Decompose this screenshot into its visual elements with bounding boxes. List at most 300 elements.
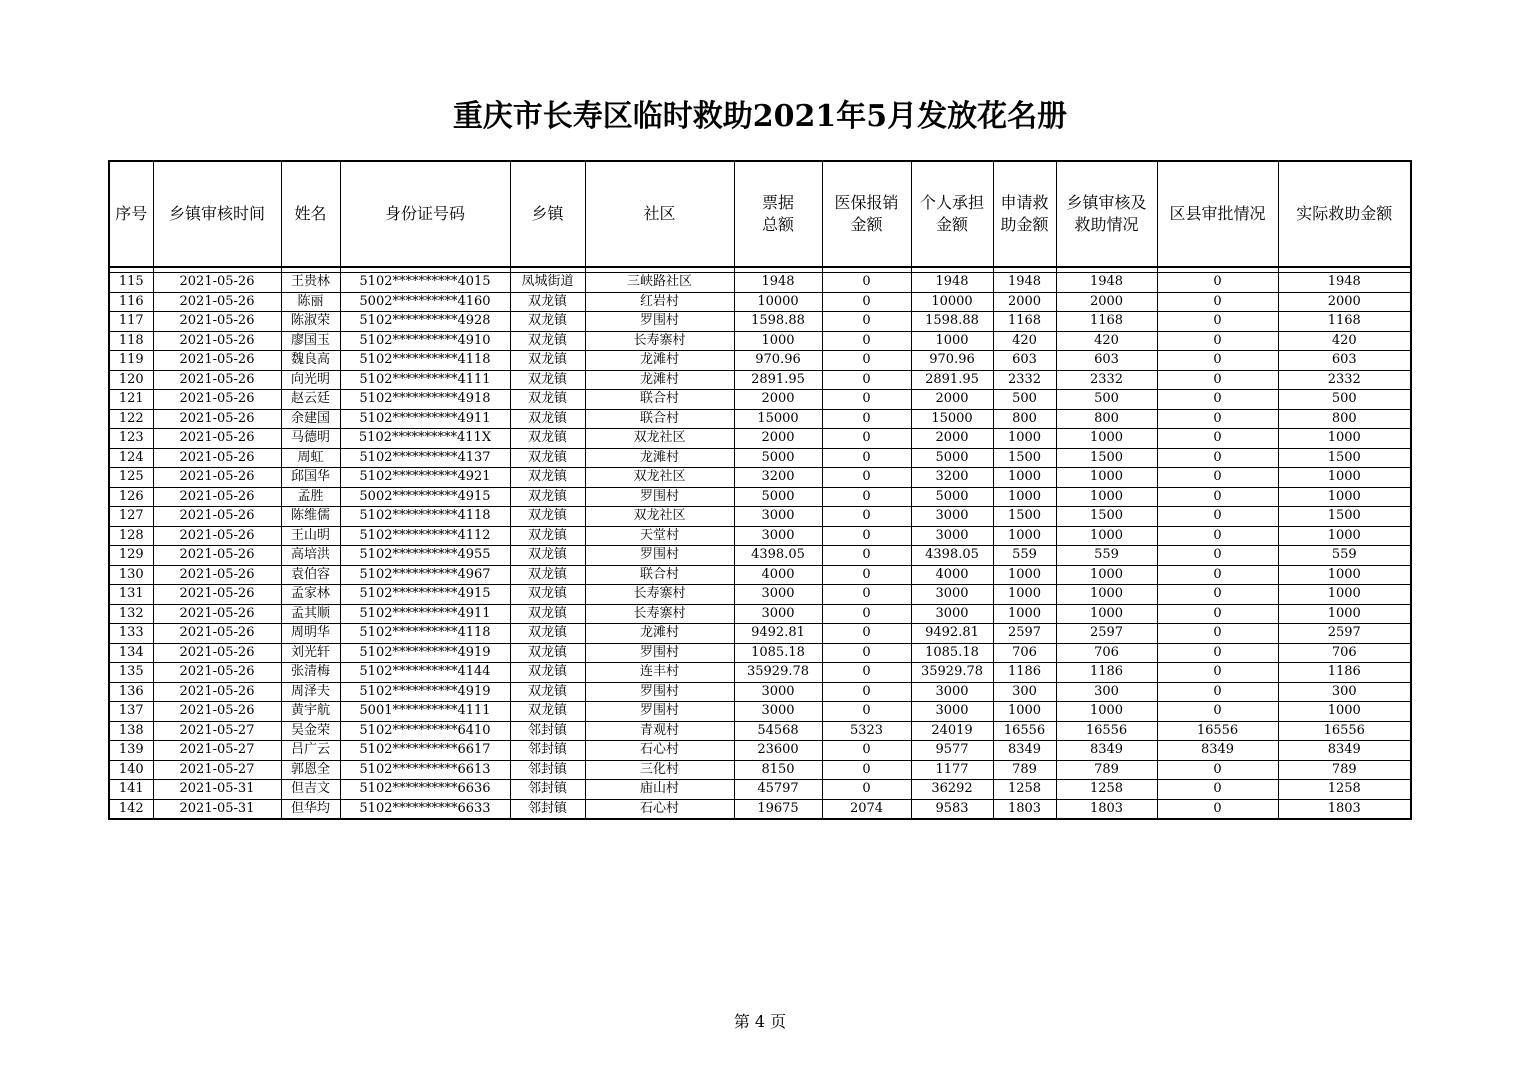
cell-town: 邻封镇	[510, 760, 585, 780]
cell-review-date: 2021-05-26	[153, 273, 281, 293]
cell-name: 孟其顺	[281, 604, 340, 624]
cell-county-approval: 0	[1157, 312, 1278, 332]
cell-community: 罗围村	[585, 702, 734, 722]
cell-county-approval: 0	[1157, 760, 1278, 780]
cell-community: 双龙社区	[585, 468, 734, 488]
cell-personal-share: 2000	[911, 390, 993, 410]
table-row	[109, 702, 1411, 722]
cell-name: 王贵林	[281, 273, 340, 293]
cell-town: 双龙镇	[510, 585, 585, 605]
cell-insurance-reimbursement: 0	[822, 331, 911, 351]
col-header-town	[510, 161, 585, 267]
cell-index: 118	[109, 331, 153, 351]
cell-personal-share: 4000	[911, 565, 993, 585]
cell-personal-share: 3200	[911, 468, 993, 488]
cell-name: 赵云廷	[281, 390, 340, 410]
cell-insurance-reimbursement: 0	[822, 429, 911, 449]
cell-personal-share: 9492.81	[911, 624, 993, 644]
cell-index: 131	[109, 585, 153, 605]
cell-id-number: 5102**********4919	[340, 643, 510, 663]
cell-requested-amount: 8349	[993, 741, 1056, 761]
cell-town: 双龙镇	[510, 312, 585, 332]
cell-review-date: 2021-05-26	[153, 292, 281, 312]
cell-county-approval: 0	[1157, 429, 1278, 449]
cell-index: 138	[109, 721, 153, 741]
cell-town-review: 16556	[1056, 721, 1157, 741]
header-label-line: 乡镇	[531, 204, 564, 223]
cell-insurance-reimbursement: 0	[822, 604, 911, 624]
cell-review-date: 2021-05-27	[153, 721, 281, 741]
cell-name: 但吉文	[281, 780, 340, 800]
cell-town-review: 800	[1056, 409, 1157, 429]
page-number: 第 4 页	[733, 1012, 787, 1031]
table-header	[109, 161, 1411, 267]
cell-actual-amount: 1168	[1278, 312, 1411, 332]
col-header-county-approval	[1157, 161, 1278, 267]
cell-town-review: 2597	[1056, 624, 1157, 644]
cell-index: 122	[109, 409, 153, 429]
cell-actual-amount: 706	[1278, 643, 1411, 663]
cell-receipt-total: 4398.05	[734, 546, 822, 566]
cell-index: 119	[109, 351, 153, 371]
cell-review-date: 2021-05-27	[153, 741, 281, 761]
cell-index: 125	[109, 468, 153, 488]
cell-actual-amount: 1000	[1278, 526, 1411, 546]
cell-insurance-reimbursement: 0	[822, 448, 911, 468]
cell-requested-amount: 559	[993, 546, 1056, 566]
cell-index: 141	[109, 780, 153, 800]
col-header-town-review	[1056, 161, 1157, 267]
cell-personal-share: 3000	[911, 702, 993, 722]
cell-town: 双龙镇	[510, 565, 585, 585]
header-label-line: 救助情况	[1074, 215, 1139, 234]
cell-receipt-total: 1000	[734, 331, 822, 351]
header-label-line: 申请救	[1000, 193, 1049, 212]
cell-review-date: 2021-05-26	[153, 682, 281, 702]
table-row	[109, 546, 1411, 566]
cell-review-date: 2021-05-31	[153, 780, 281, 800]
cell-receipt-total: 45797	[734, 780, 822, 800]
cell-index: 126	[109, 487, 153, 507]
cell-actual-amount: 1000	[1278, 604, 1411, 624]
cell-actual-amount: 1000	[1278, 585, 1411, 605]
cell-id-number: 5102**********4118	[340, 507, 510, 527]
table-row	[109, 780, 1411, 800]
cell-insurance-reimbursement: 0	[822, 682, 911, 702]
cell-name: 周泽夫	[281, 682, 340, 702]
cell-community: 石心村	[585, 741, 734, 761]
table-row	[109, 565, 1411, 585]
cell-personal-share: 24019	[911, 721, 993, 741]
cell-town-review: 789	[1056, 760, 1157, 780]
cell-receipt-total: 23600	[734, 741, 822, 761]
cell-personal-share: 1000	[911, 331, 993, 351]
cell-personal-share: 5000	[911, 448, 993, 468]
cell-requested-amount: 1258	[993, 780, 1056, 800]
cell-county-approval: 0	[1157, 702, 1278, 722]
col-header-insurance-reimbursement	[822, 161, 911, 267]
cell-review-date: 2021-05-26	[153, 643, 281, 663]
cell-community: 罗围村	[585, 487, 734, 507]
cell-actual-amount: 1258	[1278, 780, 1411, 800]
cell-insurance-reimbursement: 0	[822, 292, 911, 312]
cell-insurance-reimbursement: 0	[822, 624, 911, 644]
cell-receipt-total: 35929.78	[734, 663, 822, 683]
table-row	[109, 721, 1411, 741]
cell-review-date: 2021-05-26	[153, 565, 281, 585]
cell-name: 周明华	[281, 624, 340, 644]
cell-requested-amount: 1500	[993, 507, 1056, 527]
header-label-line: 实际救助金额	[1296, 204, 1393, 223]
cell-county-approval: 0	[1157, 682, 1278, 702]
cell-personal-share: 3000	[911, 585, 993, 605]
cell-town: 双龙镇	[510, 526, 585, 546]
cell-insurance-reimbursement: 0	[822, 663, 911, 683]
cell-town: 双龙镇	[510, 663, 585, 683]
header-label-line: 总额	[761, 215, 794, 234]
cell-index: 116	[109, 292, 153, 312]
cell-community: 青观村	[585, 721, 734, 741]
cell-review-date: 2021-05-27	[153, 760, 281, 780]
cell-county-approval: 0	[1157, 604, 1278, 624]
cell-actual-amount: 2332	[1278, 370, 1411, 390]
cell-name: 马德明	[281, 429, 340, 449]
table-row	[109, 273, 1411, 293]
cell-community: 联合村	[585, 390, 734, 410]
cell-index: 130	[109, 565, 153, 585]
cell-personal-share: 10000	[911, 292, 993, 312]
cell-insurance-reimbursement: 0	[822, 468, 911, 488]
relief-roster-table	[108, 160, 1412, 820]
cell-requested-amount: 1000	[993, 429, 1056, 449]
cell-review-date: 2021-05-26	[153, 702, 281, 722]
cell-id-number: 5102**********4967	[340, 565, 510, 585]
cell-county-approval: 0	[1157, 565, 1278, 585]
cell-actual-amount: 603	[1278, 351, 1411, 371]
table-body	[109, 267, 1411, 819]
cell-community: 石心村	[585, 799, 734, 819]
cell-county-approval: 0	[1157, 780, 1278, 800]
cell-personal-share: 3000	[911, 507, 993, 527]
cell-town-review: 1000	[1056, 429, 1157, 449]
cell-actual-amount: 559	[1278, 546, 1411, 566]
cell-actual-amount: 2000	[1278, 292, 1411, 312]
cell-town: 双龙镇	[510, 546, 585, 566]
cell-index: 139	[109, 741, 153, 761]
table-row	[109, 292, 1411, 312]
cell-insurance-reimbursement: 0	[822, 741, 911, 761]
cell-insurance-reimbursement: 0	[822, 585, 911, 605]
cell-personal-share: 3000	[911, 604, 993, 624]
cell-community: 双龙社区	[585, 507, 734, 527]
cell-name: 周虹	[281, 448, 340, 468]
cell-town: 双龙镇	[510, 682, 585, 702]
cell-receipt-total: 3000	[734, 682, 822, 702]
cell-id-number: 5102**********6617	[340, 741, 510, 761]
cell-county-approval: 0	[1157, 292, 1278, 312]
cell-name: 刘光轩	[281, 643, 340, 663]
cell-county-approval: 0	[1157, 526, 1278, 546]
table-row	[109, 682, 1411, 702]
cell-actual-amount: 1948	[1278, 273, 1411, 293]
cell-insurance-reimbursement: 0	[822, 780, 911, 800]
header-label-line: 区县审批情况	[1169, 204, 1266, 223]
table-row	[109, 663, 1411, 683]
cell-county-approval: 0	[1157, 546, 1278, 566]
cell-name: 向光明	[281, 370, 340, 390]
cell-actual-amount: 1500	[1278, 448, 1411, 468]
cell-actual-amount: 1000	[1278, 429, 1411, 449]
cell-name: 袁伯容	[281, 565, 340, 585]
cell-county-approval: 0	[1157, 468, 1278, 488]
cell-id-number: 5102**********4111	[340, 370, 510, 390]
cell-town-review: 1948	[1056, 273, 1157, 293]
cell-town-review: 2332	[1056, 370, 1157, 390]
cell-requested-amount: 1000	[993, 585, 1056, 605]
cell-county-approval: 0	[1157, 799, 1278, 819]
cell-community: 罗围村	[585, 643, 734, 663]
cell-id-number: 5001**********4111	[340, 702, 510, 722]
cell-town: 双龙镇	[510, 429, 585, 449]
cell-requested-amount: 1000	[993, 702, 1056, 722]
cell-town-review: 1000	[1056, 526, 1157, 546]
col-header-id-number	[340, 161, 510, 267]
cell-requested-amount: 1948	[993, 273, 1056, 293]
cell-index: 127	[109, 507, 153, 527]
cell-insurance-reimbursement: 0	[822, 507, 911, 527]
cell-community: 连丰村	[585, 663, 734, 683]
cell-personal-share: 9577	[911, 741, 993, 761]
cell-id-number: 5102**********4911	[340, 409, 510, 429]
cell-town: 双龙镇	[510, 390, 585, 410]
table-row	[109, 370, 1411, 390]
cell-community: 长寿寨村	[585, 331, 734, 351]
cell-receipt-total: 2000	[734, 390, 822, 410]
cell-id-number: 5102**********4918	[340, 390, 510, 410]
cell-requested-amount: 2000	[993, 292, 1056, 312]
cell-name: 孟胜	[281, 487, 340, 507]
cell-requested-amount: 1000	[993, 468, 1056, 488]
header-label-line: 身份证号码	[384, 204, 465, 223]
cell-id-number: 5102**********411X	[340, 429, 510, 449]
cell-receipt-total: 3000	[734, 604, 822, 624]
table-row	[109, 429, 1411, 449]
cell-requested-amount: 2332	[993, 370, 1056, 390]
cell-town-review: 1258	[1056, 780, 1157, 800]
cell-requested-amount: 1000	[993, 604, 1056, 624]
cell-requested-amount: 500	[993, 390, 1056, 410]
cell-town: 邻封镇	[510, 780, 585, 800]
cell-town-review: 559	[1056, 546, 1157, 566]
cell-community: 三峡路社区	[585, 273, 734, 293]
cell-county-approval: 0	[1157, 487, 1278, 507]
cell-community: 长寿寨村	[585, 585, 734, 605]
table-row	[109, 331, 1411, 351]
cell-requested-amount: 1000	[993, 487, 1056, 507]
col-header-actual-amount	[1278, 161, 1411, 267]
table-row	[109, 409, 1411, 429]
cell-index: 134	[109, 643, 153, 663]
cell-personal-share: 3000	[911, 526, 993, 546]
cell-personal-share: 4398.05	[911, 546, 993, 566]
cell-receipt-total: 54568	[734, 721, 822, 741]
cell-name: 陈维儒	[281, 507, 340, 527]
cell-town-review: 8349	[1056, 741, 1157, 761]
cell-index: 132	[109, 604, 153, 624]
cell-receipt-total: 3200	[734, 468, 822, 488]
cell-county-approval: 0	[1157, 643, 1278, 663]
cell-town: 凤城街道	[510, 273, 585, 293]
cell-receipt-total: 10000	[734, 292, 822, 312]
cell-index: 124	[109, 448, 153, 468]
header-label-line: 金额	[935, 215, 968, 234]
header-label-line: 序号	[115, 204, 148, 223]
cell-index: 120	[109, 370, 153, 390]
cell-community: 庙山村	[585, 780, 734, 800]
cell-receipt-total: 15000	[734, 409, 822, 429]
cell-review-date: 2021-05-26	[153, 351, 281, 371]
cell-requested-amount: 1168	[993, 312, 1056, 332]
cell-town-review: 1000	[1056, 585, 1157, 605]
cell-index: 121	[109, 390, 153, 410]
table-row	[109, 448, 1411, 468]
cell-town: 邻封镇	[510, 721, 585, 741]
cell-id-number: 5102**********4112	[340, 526, 510, 546]
cell-actual-amount: 1803	[1278, 799, 1411, 819]
cell-name: 黄宇航	[281, 702, 340, 722]
cell-insurance-reimbursement: 0	[822, 487, 911, 507]
cell-requested-amount: 1000	[993, 565, 1056, 585]
cell-name: 吕广云	[281, 741, 340, 761]
cell-town-review: 1500	[1056, 448, 1157, 468]
cell-community: 龙滩村	[585, 448, 734, 468]
cell-community: 罗围村	[585, 312, 734, 332]
cell-town-review: 300	[1056, 682, 1157, 702]
cell-town: 邻封镇	[510, 741, 585, 761]
cell-town: 双龙镇	[510, 370, 585, 390]
cell-review-date: 2021-05-26	[153, 312, 281, 332]
cell-personal-share: 3000	[911, 682, 993, 702]
cell-community: 联合村	[585, 565, 734, 585]
cell-town-review: 1000	[1056, 487, 1157, 507]
cell-town-review: 1000	[1056, 604, 1157, 624]
cell-town-review: 1000	[1056, 468, 1157, 488]
col-header-requested-amount	[993, 161, 1056, 267]
header-label-line: 个人承担	[919, 193, 984, 212]
cell-community: 双龙社区	[585, 429, 734, 449]
cell-town: 邻封镇	[510, 799, 585, 819]
col-header-personal-share	[911, 161, 993, 267]
cell-index: 115	[109, 273, 153, 293]
cell-county-approval: 0	[1157, 448, 1278, 468]
cell-town: 双龙镇	[510, 351, 585, 371]
cell-county-approval: 0	[1157, 585, 1278, 605]
cell-town-review: 1186	[1056, 663, 1157, 683]
cell-personal-share: 1085.18	[911, 643, 993, 663]
cell-county-approval: 0	[1157, 507, 1278, 527]
cell-personal-share: 1948	[911, 273, 993, 293]
cell-actual-amount: 500	[1278, 390, 1411, 410]
cell-id-number: 5102**********4928	[340, 312, 510, 332]
col-header-community	[585, 161, 734, 267]
table-row	[109, 351, 1411, 371]
cell-county-approval: 0	[1157, 624, 1278, 644]
col-header-review-date	[153, 161, 281, 267]
cell-county-approval: 0	[1157, 390, 1278, 410]
cell-insurance-reimbursement: 0	[822, 312, 911, 332]
cell-name: 但华均	[281, 799, 340, 819]
cell-id-number: 5002**********4160	[340, 292, 510, 312]
cell-review-date: 2021-05-26	[153, 409, 281, 429]
col-header-index	[109, 161, 153, 267]
cell-personal-share: 1598.88	[911, 312, 993, 332]
cell-index: 129	[109, 546, 153, 566]
cell-name: 吴金荣	[281, 721, 340, 741]
cell-review-date: 2021-05-26	[153, 429, 281, 449]
cell-insurance-reimbursement: 0	[822, 702, 911, 722]
cell-id-number: 5102**********4955	[340, 546, 510, 566]
cell-review-date: 2021-05-26	[153, 624, 281, 644]
cell-insurance-reimbursement: 5323	[822, 721, 911, 741]
cell-personal-share: 36292	[911, 780, 993, 800]
cell-review-date: 2021-05-31	[153, 799, 281, 819]
cell-review-date: 2021-05-26	[153, 507, 281, 527]
cell-personal-share: 1177	[911, 760, 993, 780]
cell-id-number: 5102**********6410	[340, 721, 510, 741]
cell-community: 龙滩村	[585, 370, 734, 390]
cell-insurance-reimbursement: 0	[822, 643, 911, 663]
table-row	[109, 487, 1411, 507]
cell-actual-amount: 1000	[1278, 487, 1411, 507]
cell-town-review: 1000	[1056, 702, 1157, 722]
cell-id-number: 5102**********6633	[340, 799, 510, 819]
header-label-line: 社区	[643, 204, 676, 223]
cell-insurance-reimbursement: 0	[822, 565, 911, 585]
cell-insurance-reimbursement: 0	[822, 390, 911, 410]
cell-actual-amount: 8349	[1278, 741, 1411, 761]
table-row	[109, 741, 1411, 761]
cell-requested-amount: 2597	[993, 624, 1056, 644]
cell-community: 联合村	[585, 409, 734, 429]
cell-id-number: 5102**********4137	[340, 448, 510, 468]
cell-index: 136	[109, 682, 153, 702]
cell-index: 137	[109, 702, 153, 722]
cell-town-review: 1500	[1056, 507, 1157, 527]
cell-id-number: 5102**********4118	[340, 351, 510, 371]
header-label-line: 票据	[761, 193, 794, 212]
cell-insurance-reimbursement: 0	[822, 370, 911, 390]
table-row	[109, 624, 1411, 644]
cell-index: 142	[109, 799, 153, 819]
cell-actual-amount: 1500	[1278, 507, 1411, 527]
cell-community: 龙滩村	[585, 351, 734, 371]
cell-town: 双龙镇	[510, 487, 585, 507]
cell-receipt-total: 1948	[734, 273, 822, 293]
cell-actual-amount: 1000	[1278, 702, 1411, 722]
cell-index: 133	[109, 624, 153, 644]
cell-index: 140	[109, 760, 153, 780]
cell-receipt-total: 4000	[734, 565, 822, 585]
cell-insurance-reimbursement: 0	[822, 526, 911, 546]
cell-name: 孟家林	[281, 585, 340, 605]
cell-review-date: 2021-05-26	[153, 663, 281, 683]
cell-receipt-total: 2891.95	[734, 370, 822, 390]
cell-town-review: 1168	[1056, 312, 1157, 332]
cell-review-date: 2021-05-26	[153, 487, 281, 507]
cell-insurance-reimbursement: 0	[822, 273, 911, 293]
cell-name: 高培洪	[281, 546, 340, 566]
cell-actual-amount: 420	[1278, 331, 1411, 351]
